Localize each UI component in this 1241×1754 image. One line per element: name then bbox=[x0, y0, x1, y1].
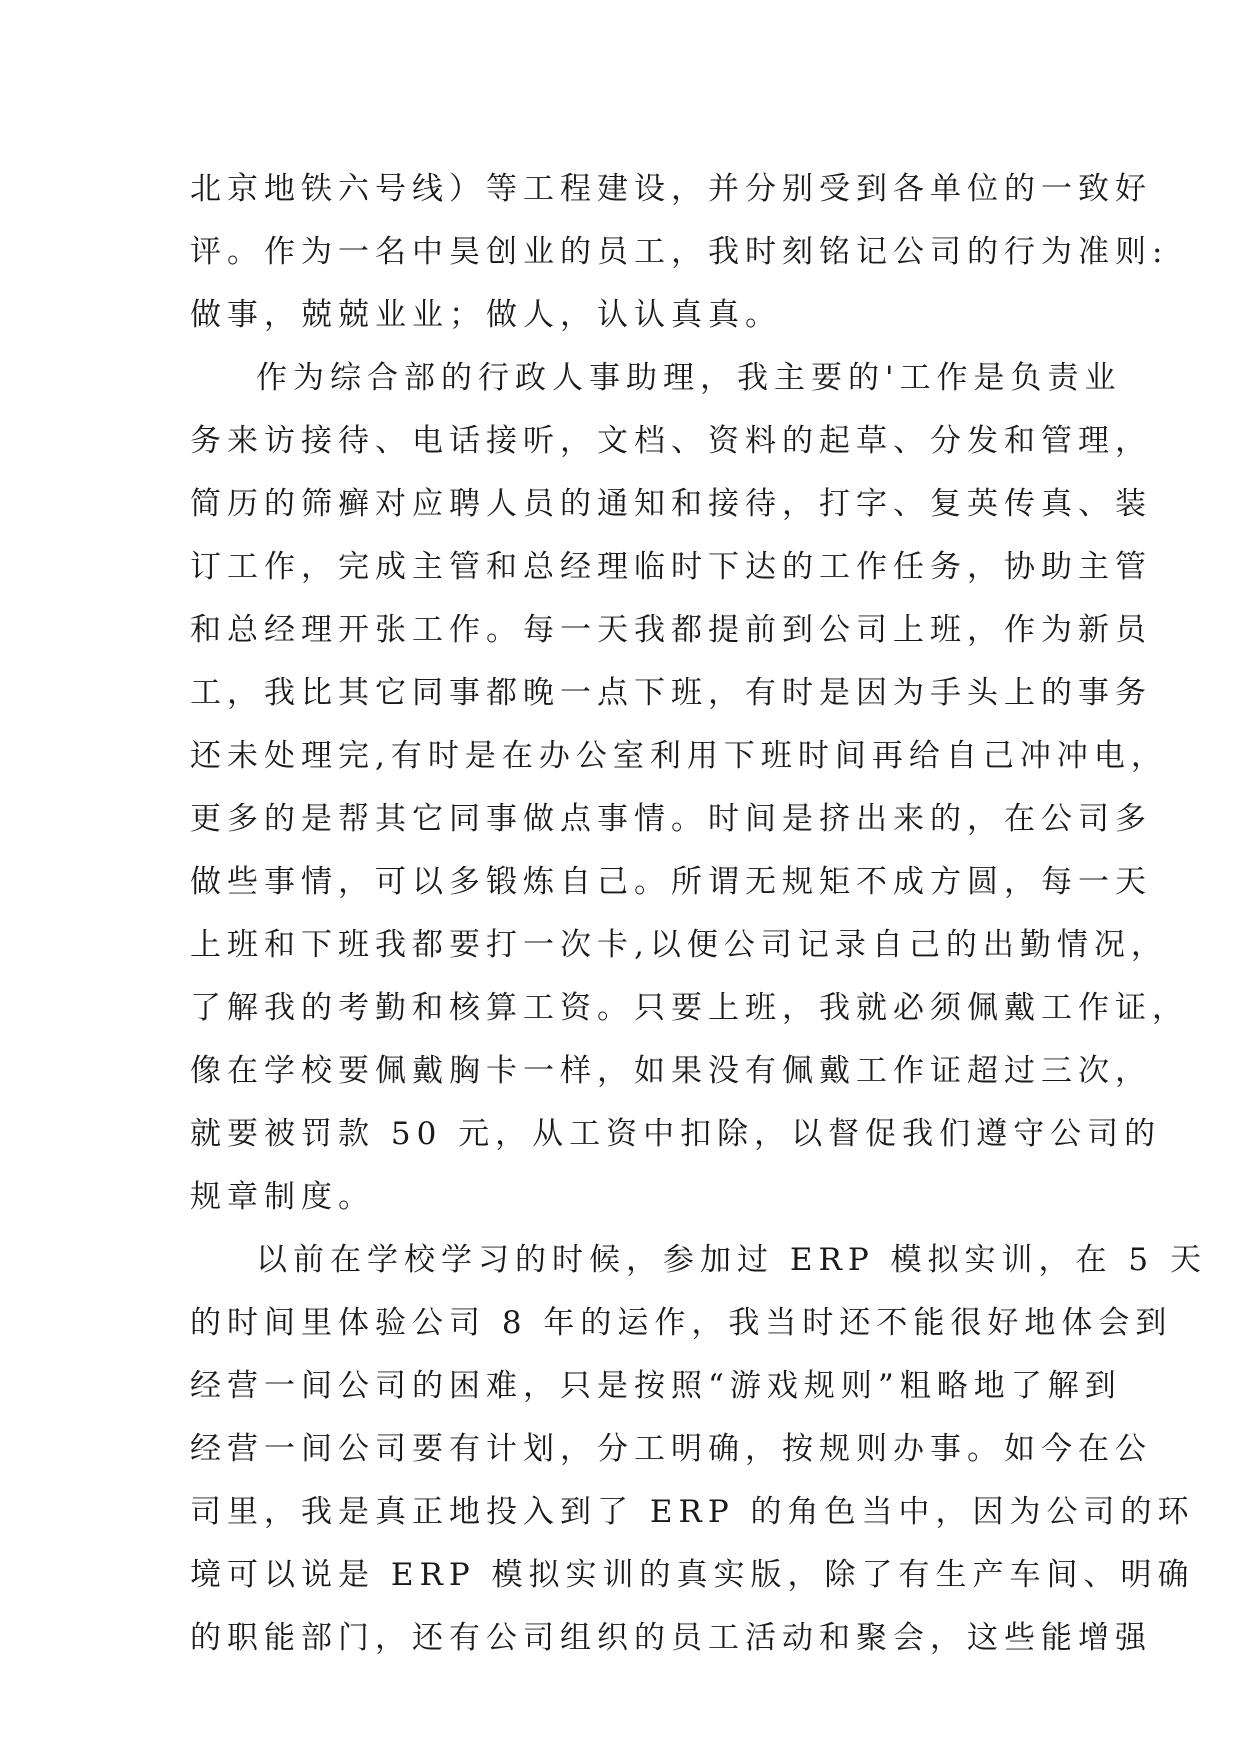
document-body bbox=[190, 158, 1207, 1670]
text-line: 就要被罚款 50 元，从工资中扣除，以督促我们遵守公司的 bbox=[190, 1116, 1162, 1152]
text-line: 北京地铁六号线）等工程建设，并分别受到各单位的一致好 bbox=[190, 171, 1152, 207]
paragraph-3 bbox=[190, 1229, 1207, 1670]
text-line: 工，我比其它同事都晚一点下班，有时是因为手头上的事务 bbox=[190, 675, 1152, 711]
text-line: 做些事情，可以多锻炼自己。所谓无规矩不成方圆，每一天 bbox=[190, 864, 1152, 900]
text-line: 上班和下班我都要打一次卡,以便公司记录自己的出勤情况， bbox=[190, 927, 1168, 963]
paragraph-1 bbox=[190, 158, 1169, 347]
text-line: 更多的是帮其它同事做点事情。时间是挤出来的，在公司多 bbox=[190, 801, 1152, 837]
text-line: 的职能部门，还有公司组织的员工活动和聚会，这些能增强 bbox=[190, 1620, 1152, 1656]
text-line-indented: 以前在学校学习的时候，参加过 ERP 模拟实训，在 5 天 bbox=[256, 1242, 1207, 1278]
text-line: 了解我的考勤和核算工资。只要上班，我就必须佩戴工作证， bbox=[190, 990, 1189, 1026]
text-line: 评。作为一名中昊创业的员工，我时刻铭记公司的行为准则: bbox=[190, 234, 1169, 270]
text-line: 简历的筛癣对应聘人员的通知和接待，打字、复英传真、装 bbox=[190, 486, 1152, 522]
text-line: 司里，我是真正地投入到了 ERP 的角色当中，因为公司的环 bbox=[190, 1494, 1195, 1530]
text-line: 务来访接待、电话接听，文档、资料的起草、分发和管理， bbox=[190, 423, 1152, 459]
text-line-indented: 作为综合部的行政人事助理，我主要的'工作是负责业 bbox=[256, 360, 1122, 396]
text-line: 和总经理开张工作。每一天我都提前到公司上班，作为新员 bbox=[190, 612, 1152, 648]
text-line: 的时间里体验公司 8 年的运作，我当时还不能很好地体会到 bbox=[190, 1305, 1173, 1341]
text-line: 境可以说是 ERP 模拟实训的真实版，除了有生产车间、明确 bbox=[190, 1557, 1195, 1593]
paragraph-2 bbox=[190, 347, 1189, 1229]
text-line: 经营一间公司要有计划，分工明确，按规则办事。如今在公 bbox=[190, 1431, 1152, 1467]
text-line: 做事，兢兢业业；做人，认认真真。 bbox=[190, 297, 782, 333]
text-line: 规章制度。 bbox=[190, 1179, 375, 1215]
text-line: 像在学校要佩戴胸卡一样，如果没有佩戴工作证超过三次， bbox=[190, 1053, 1152, 1089]
text-line: 经营一间公司的困难，只是按照“游戏规则”粗略地了解到 bbox=[190, 1368, 1122, 1404]
text-line: 还未处理完,有时是在办公室利用下班时间再给自己冲冲电， bbox=[190, 738, 1168, 774]
text-line: 订工作，完成主管和总经理临时下达的工作任务，协助主管 bbox=[190, 549, 1152, 585]
